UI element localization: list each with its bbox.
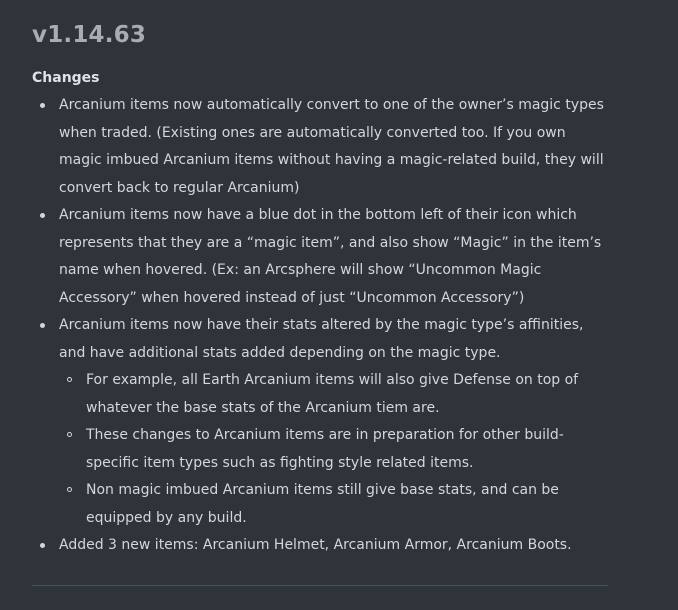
- change-item: Arcanium items now automatically convert to one of the owner’s magic types when traded. (Existing ones are automatically converted too. If you own magic imbued Arcanium items without having a magic-related build, they will convert back to regular Arcanium): [32, 92, 610, 202]
- change-subitem: These changes to Arcanium items are in preparation for other build-specific item types such as fighting style related items.: [59, 422, 610, 477]
- changes-list: [32, 92, 610, 560]
- section-divider: [32, 585, 608, 586]
- change-subitem: For example, all Earth Arcanium items will also give Defense on top of whatever the base stats of the Arcanium tiem are.: [59, 367, 610, 422]
- change-item: [32, 312, 610, 532]
- version-heading: v1.14.63: [32, 22, 147, 48]
- changes-heading: Changes: [32, 70, 100, 86]
- patch-notes-panel: [32, 20, 610, 560]
- change-subitem: Non magic imbued Arcanium items still give base stats, and can be equipped by any build.: [59, 477, 610, 532]
- change-subitem-list: [59, 367, 610, 532]
- change-item-text: Arcanium items now have their stats altered by the magic type’s affinities, and have additional stats added depending on the magic type.: [59, 317, 584, 361]
- change-item: Arcanium items now have a blue dot in the bottom left of their icon which represents that they are a “magic item”, and also show “Magic” in the item’s name when hovered. (Ex: an Arcsphere will show “Uncommon Magic Accessory” when hovered instead of just “Uncommon Accessory”): [32, 202, 610, 312]
- change-item: Added 3 new items: Arcanium Helmet, Arcanium Armor, Arcanium Boots.: [32, 532, 610, 560]
